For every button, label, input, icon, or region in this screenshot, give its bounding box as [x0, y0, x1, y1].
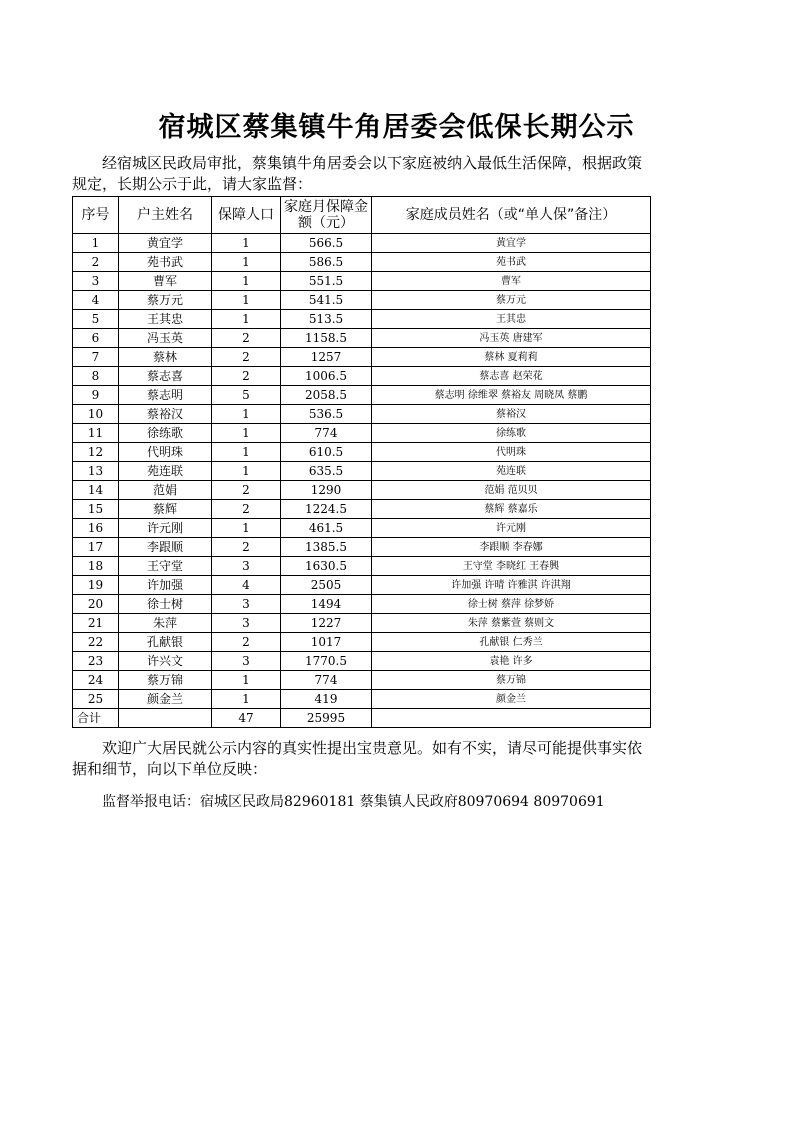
cell-people: 2: [212, 348, 281, 367]
cell-members: 朱萍 蔡紫萱 蔡则文: [372, 614, 651, 633]
cell-household-head: 范娟: [119, 481, 212, 500]
cell-members: 孔献银 仁秀兰: [372, 633, 651, 652]
cell-members: 曹军: [372, 272, 651, 291]
table-row: [73, 557, 651, 576]
cell-household-head: 徐士树: [119, 595, 212, 614]
cell-people: 1: [212, 234, 281, 253]
cell-no: 15: [73, 500, 119, 519]
cell-people: 1: [212, 424, 281, 443]
cell-people: 1: [212, 272, 281, 291]
cell-members: 王其忠: [372, 310, 651, 329]
outro-paragraph: 欢迎广大居民就公示内容的真实性提出宝贵意见。如有不实，请尽可能提供事实依据和细节，向以下单位反映：: [72, 739, 643, 778]
cell-people: 1: [212, 671, 281, 690]
cell-household-head: 苑书武: [119, 253, 212, 272]
cell-amount: 566.5: [281, 234, 372, 253]
table-row: [73, 633, 651, 652]
table-body: [73, 234, 651, 709]
cell-no: 3: [73, 272, 119, 291]
cell-no: 23: [73, 652, 119, 671]
table-row: [73, 519, 651, 538]
cell-members: 蔡志明 徐维翠 蔡裕友 周晓凤 蔡鹏: [372, 386, 651, 405]
cell-no: 13: [73, 462, 119, 481]
cell-people: 1: [212, 405, 281, 424]
cell-amount: 1017: [281, 633, 372, 652]
cell-amount: 536.5: [281, 405, 372, 424]
cell-people: 2: [212, 367, 281, 386]
cell-household-head: 颜金兰: [119, 690, 212, 709]
cell-household-head: 朱萍: [119, 614, 212, 633]
table-row: [73, 652, 651, 671]
cell-household-head: 蔡辉: [119, 500, 212, 519]
cell-members: 代明珠: [372, 443, 651, 462]
table-row: [73, 481, 651, 500]
cell-amount: 774: [281, 671, 372, 690]
cell-household-head: 许元刚: [119, 519, 212, 538]
hotline-text: 监督举报电话：宿城区民政局82960181 蔡集镇人民政府80970694 80970691: [102, 794, 605, 810]
table-row: [73, 291, 651, 310]
cell-members: 蔡辉 蔡嘉乐: [372, 500, 651, 519]
cell-people: 4: [212, 576, 281, 595]
cell-household-head: 蔡裕汉: [119, 405, 212, 424]
cell-no: 4: [73, 291, 119, 310]
cell-household-head: 蔡志明: [119, 386, 212, 405]
cell-amount: 2505: [281, 576, 372, 595]
cell-no: 19: [73, 576, 119, 595]
total-label: 合计: [73, 709, 119, 728]
page-title: 宿城区蔡集镇牛角居委会低保长期公示: [158, 112, 635, 143]
table-row: [73, 576, 651, 595]
cell-amount: 1158.5: [281, 329, 372, 348]
table-header-row: [73, 197, 651, 234]
cell-members: 苑连联: [372, 462, 651, 481]
cell-amount: 610.5: [281, 443, 372, 462]
table-row: [73, 329, 651, 348]
cell-household-head: 苑连联: [119, 462, 212, 481]
total-amount: 25995: [281, 709, 372, 728]
cell-no: 10: [73, 405, 119, 424]
cell-household-head: 黄宜学: [119, 234, 212, 253]
cell-amount: 1006.5: [281, 367, 372, 386]
cell-people: 2: [212, 481, 281, 500]
cell-no: 22: [73, 633, 119, 652]
cell-household-head: 徐练歌: [119, 424, 212, 443]
cell-members: 苑书武: [372, 253, 651, 272]
cell-household-head: 蔡志喜: [119, 367, 212, 386]
cell-amount: 419: [281, 690, 372, 709]
cell-people: 2: [212, 329, 281, 348]
cell-household-head: 王守堂: [119, 557, 212, 576]
cell-members: 蔡裕汉: [372, 405, 651, 424]
table-row: [73, 253, 651, 272]
cell-members: 冯玉英 唐建军: [372, 329, 651, 348]
table-row: [73, 405, 651, 424]
cell-no: 8: [73, 367, 119, 386]
cell-no: 20: [73, 595, 119, 614]
cell-household-head: 冯玉英: [119, 329, 212, 348]
cell-amount: 1224.5: [281, 500, 372, 519]
table-row: [73, 310, 651, 329]
cell-household-head: 蔡万元: [119, 291, 212, 310]
cell-members: 徐练歌: [372, 424, 651, 443]
cell-members: 徐士树 蔡萍 徐梦娇: [372, 595, 651, 614]
cell-no: 1: [73, 234, 119, 253]
cell-no: 24: [73, 671, 119, 690]
table-row: [73, 538, 651, 557]
header-household-head: 户主姓名: [119, 197, 212, 234]
cell-amount: 1290: [281, 481, 372, 500]
cell-people: 1: [212, 291, 281, 310]
cell-people: 2: [212, 633, 281, 652]
table-row: [73, 595, 651, 614]
cell-members: 范娟 范贝贝: [372, 481, 651, 500]
cell-no: 5: [73, 310, 119, 329]
table-row: [73, 234, 651, 253]
cell-members: 蔡万元: [372, 291, 651, 310]
cell-no: 16: [73, 519, 119, 538]
cell-members: 王守堂 李晓红 王春興: [372, 557, 651, 576]
cell-household-head: 李跟顺: [119, 538, 212, 557]
cell-members: 许加强 许晴 许雅淇 许淇翔: [372, 576, 651, 595]
intro-paragraph: 经宿城区民政局审批，蔡集镇牛角居委会以下家庭被纳入最低生活保障，根据政策规定，长期公示于此，请大家监督：: [72, 154, 643, 193]
cell-amount: 551.5: [281, 272, 372, 291]
cell-amount: 1494: [281, 595, 372, 614]
table-row: [73, 462, 651, 481]
cell-amount: 635.5: [281, 462, 372, 481]
table-row: [73, 614, 651, 633]
cell-amount: 1630.5: [281, 557, 372, 576]
cell-members: 袁艳 许多: [372, 652, 651, 671]
cell-members: 李跟顺 李春娜: [372, 538, 651, 557]
cell-no: 2: [73, 253, 119, 272]
cell-no: 7: [73, 348, 119, 367]
cell-household-head: 孔献银: [119, 633, 212, 652]
table-row: [73, 671, 651, 690]
cell-amount: 1770.5: [281, 652, 372, 671]
cell-amount: 1385.5: [281, 538, 372, 557]
cell-members: 蔡万锦: [372, 671, 651, 690]
total-row: [73, 709, 651, 728]
cell-amount: 774: [281, 424, 372, 443]
header-amount: 家庭月保障金额（元）: [281, 197, 372, 234]
cell-no: 18: [73, 557, 119, 576]
cell-members: 黄宜学: [372, 234, 651, 253]
cell-household-head: 王其忠: [119, 310, 212, 329]
cell-people: 1: [212, 443, 281, 462]
cell-household-head: 许加强: [119, 576, 212, 595]
cell-people: 5: [212, 386, 281, 405]
cell-household-head: 代明珠: [119, 443, 212, 462]
cell-people: 1: [212, 310, 281, 329]
cell-amount: 541.5: [281, 291, 372, 310]
header-no: 序号: [73, 197, 119, 234]
cell-members: 颜金兰: [372, 690, 651, 709]
table-row: [73, 690, 651, 709]
cell-people: 1: [212, 462, 281, 481]
cell-amount: 586.5: [281, 253, 372, 272]
cell-people: 1: [212, 253, 281, 272]
cell-members: 蔡志喜 赵荣花: [372, 367, 651, 386]
cell-people: 3: [212, 557, 281, 576]
cell-people: 1: [212, 519, 281, 538]
cell-people: 3: [212, 614, 281, 633]
cell-members: 许元刚: [372, 519, 651, 538]
cell-people: 3: [212, 595, 281, 614]
cell-household-head: 曹军: [119, 272, 212, 291]
cell-no: 12: [73, 443, 119, 462]
total-empty-cell: [372, 709, 651, 728]
cell-no: 6: [73, 329, 119, 348]
cell-amount: 2058.5: [281, 386, 372, 405]
cell-members: 蔡林 夏莉莉: [372, 348, 651, 367]
table-row: [73, 386, 651, 405]
table-row: [73, 272, 651, 291]
table-row: [73, 424, 651, 443]
roster-table: [72, 196, 651, 728]
total-empty-cell: [119, 709, 212, 728]
table-row: [73, 348, 651, 367]
cell-no: 21: [73, 614, 119, 633]
cell-people: 2: [212, 500, 281, 519]
cell-no: 14: [73, 481, 119, 500]
cell-no: 9: [73, 386, 119, 405]
cell-people: 2: [212, 538, 281, 557]
header-members: 家庭成员姓名（或“单人保”备注）: [372, 197, 651, 234]
cell-household-head: 许兴文: [119, 652, 212, 671]
cell-no: 17: [73, 538, 119, 557]
cell-no: 11: [73, 424, 119, 443]
cell-amount: 1227: [281, 614, 372, 633]
cell-amount: 1257: [281, 348, 372, 367]
table-row: [73, 500, 651, 519]
table-row: [73, 367, 651, 386]
cell-no: 25: [73, 690, 119, 709]
cell-amount: 461.5: [281, 519, 372, 538]
cell-household-head: 蔡林: [119, 348, 212, 367]
cell-amount: 513.5: [281, 310, 372, 329]
cell-people: 3: [212, 652, 281, 671]
header-people: 保障人口: [212, 197, 281, 234]
table-row: [73, 443, 651, 462]
cell-household-head: 蔡万锦: [119, 671, 212, 690]
total-people: 47: [212, 709, 281, 728]
cell-people: 1: [212, 690, 281, 709]
